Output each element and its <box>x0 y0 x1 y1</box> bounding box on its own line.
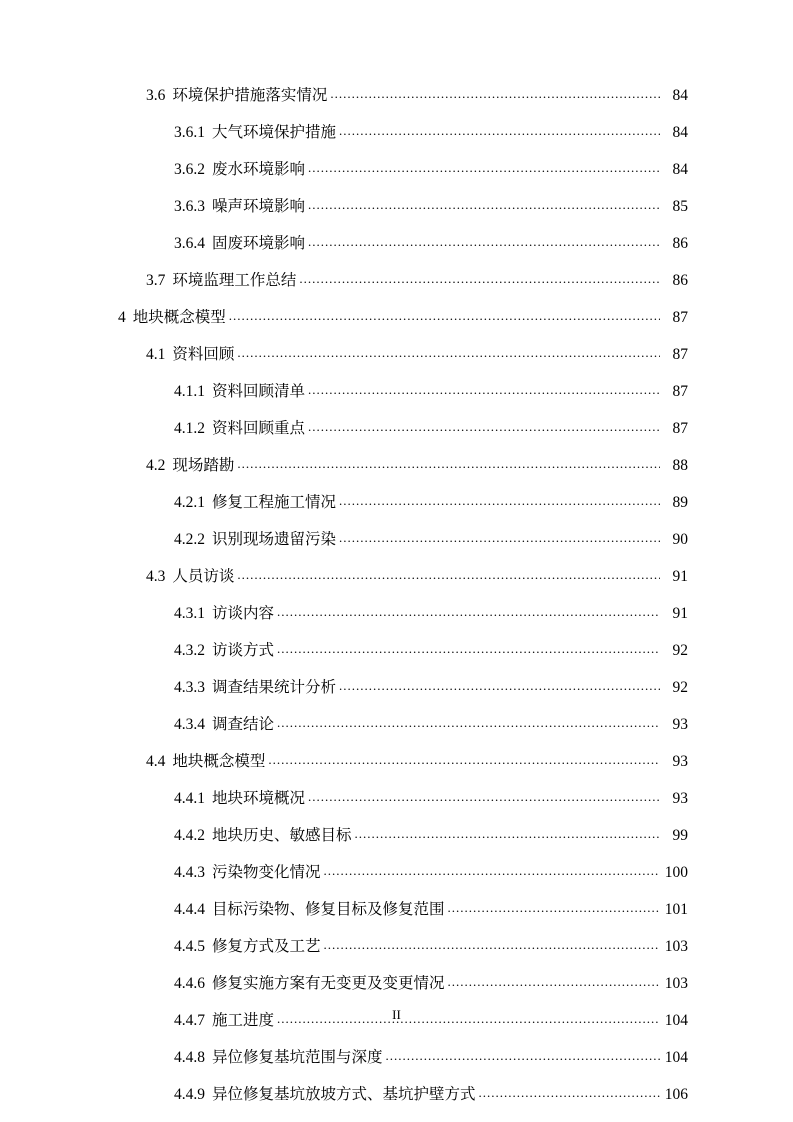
toc-entry-title: 目标污染物、修复目标及修复范围 <box>212 901 445 918</box>
toc-entry-page: 87 <box>672 309 688 326</box>
toc-entry-title: 访谈内容 <box>212 605 275 622</box>
toc-leader-dots <box>299 272 660 285</box>
toc-leader-dots <box>308 161 660 174</box>
toc-entry-title: 现场踏勘 <box>172 457 235 474</box>
toc-entry-page: 92 <box>672 642 688 659</box>
toc-entry-number: 3.6.3 <box>174 198 205 215</box>
toc-entry[interactable] <box>118 162 688 199</box>
toc-entry-number: 4.3.4 <box>174 716 205 733</box>
toc-entry-title: 资料回顾 <box>172 346 235 363</box>
toc-entry-title: 施工进度 <box>212 1012 275 1029</box>
toc-entry-number: 3.7 <box>146 272 166 289</box>
toc-entry[interactable] <box>118 458 688 495</box>
toc-entry-number: 4.3.2 <box>174 642 205 659</box>
toc-entry[interactable] <box>118 310 688 347</box>
toc-entry-number: 4.4.5 <box>174 938 205 955</box>
toc-entry-title: 异位修复基坑范围与深度 <box>212 1049 383 1066</box>
toc-entry-number: 4.3.1 <box>174 605 205 622</box>
toc-entry-page: 106 <box>664 1086 688 1103</box>
toc-entry[interactable] <box>118 754 688 791</box>
toc-leader-dots <box>268 753 660 766</box>
toc-leader-dots <box>308 235 660 248</box>
toc-entry-page: 85 <box>672 198 688 215</box>
toc-entry-page: 91 <box>672 605 688 622</box>
toc-leader-dots <box>237 346 660 359</box>
toc-entry[interactable] <box>118 199 688 236</box>
toc-entry-page: 93 <box>672 753 688 770</box>
toc-entry[interactable] <box>118 606 688 643</box>
toc-leader-dots <box>308 198 660 211</box>
toc-entry[interactable] <box>118 643 688 680</box>
toc-entry[interactable] <box>118 347 688 384</box>
toc-entry[interactable] <box>118 939 688 976</box>
toc-entry-title: 大气环境保护措施 <box>212 124 337 141</box>
toc-entry-title: 环境监理工作总结 <box>172 272 297 289</box>
toc-leader-dots <box>277 605 660 618</box>
toc-entry-title: 固废环境影响 <box>212 235 306 252</box>
toc-entry[interactable] <box>118 384 688 421</box>
toc-leader-dots <box>324 938 660 951</box>
toc-entry[interactable] <box>118 1087 688 1122</box>
toc-entry-number: 4.1.1 <box>174 383 205 400</box>
toc-entry-title: 地块概念模型 <box>172 753 266 770</box>
toc-leader-dots <box>448 975 660 988</box>
toc-leader-dots <box>339 679 660 692</box>
toc-leader-dots <box>308 383 660 396</box>
table-of-contents <box>118 88 688 1122</box>
toc-leader-dots <box>448 901 660 914</box>
toc-entry[interactable] <box>118 273 688 310</box>
toc-entry[interactable] <box>118 569 688 606</box>
toc-leader-dots <box>339 124 660 137</box>
toc-entry-title: 修复实施方案有无变更及变更情况 <box>212 975 445 992</box>
toc-entry-page: 90 <box>672 531 688 548</box>
toc-entry[interactable] <box>118 1050 688 1087</box>
toc-leader-dots <box>277 642 660 655</box>
toc-entry-number: 4.1.2 <box>174 420 205 437</box>
toc-leader-dots <box>330 87 660 100</box>
toc-entry-number: 3.6.2 <box>174 161 205 178</box>
toc-leader-dots <box>308 790 660 803</box>
toc-entry-number: 4.4.3 <box>174 864 205 881</box>
toc-entry-title: 地块环境概况 <box>212 790 306 807</box>
toc-entry-page: 104 <box>664 1012 688 1029</box>
toc-entry[interactable] <box>118 680 688 717</box>
toc-entry-page: 101 <box>664 901 688 918</box>
toc-leader-dots <box>277 716 660 729</box>
toc-entry-number: 4.3 <box>146 568 166 585</box>
toc-entry-title: 修复工程施工情况 <box>212 494 337 511</box>
toc-entry-title: 地块历史、敏感目标 <box>212 827 352 844</box>
toc-entry[interactable] <box>118 717 688 754</box>
toc-entry-page: 99 <box>672 827 688 844</box>
toc-entry[interactable] <box>118 236 688 273</box>
toc-entry[interactable] <box>118 125 688 162</box>
toc-entry-title: 资料回顾清单 <box>212 383 306 400</box>
toc-entry-title: 资料回顾重点 <box>212 420 306 437</box>
page-number: II <box>392 1007 401 1022</box>
toc-leader-dots <box>237 568 660 581</box>
toc-entry[interactable] <box>118 495 688 532</box>
toc-entry-number: 4.4.4 <box>174 901 205 918</box>
toc-leader-dots <box>355 827 660 840</box>
toc-entry[interactable] <box>118 902 688 939</box>
toc-entry-title: 污染物变化情况 <box>212 864 321 881</box>
toc-entry-title: 调查结果统计分析 <box>212 679 337 696</box>
toc-entry-page: 86 <box>672 272 688 289</box>
toc-entry-title: 识别现场遗留污染 <box>212 531 337 548</box>
toc-entry-page: 89 <box>672 494 688 511</box>
toc-entry-page: 84 <box>672 87 688 104</box>
toc-entry-title: 修复方式及工艺 <box>212 938 321 955</box>
toc-leader-dots <box>479 1086 660 1099</box>
toc-entry-page: 84 <box>672 124 688 141</box>
toc-entry-number: 3.6 <box>146 87 166 104</box>
toc-entry-number: 4.4.2 <box>174 827 205 844</box>
toc-entry-number: 4.4.1 <box>174 790 205 807</box>
toc-entry-title: 废水环境影响 <box>212 161 306 178</box>
toc-entry-page: 103 <box>664 975 688 992</box>
toc-entry-page: 103 <box>664 938 688 955</box>
toc-entry-number: 4.4.9 <box>174 1086 205 1103</box>
toc-entry-number: 4.4.7 <box>174 1012 205 1029</box>
toc-entry-number: 4.2.2 <box>174 531 205 548</box>
toc-entry-page: 93 <box>672 790 688 807</box>
toc-entry-number: 3.6.1 <box>174 124 205 141</box>
toc-entry-title: 地块概念模型 <box>132 309 226 326</box>
toc-leader-dots <box>339 494 660 507</box>
toc-leader-dots <box>324 864 660 877</box>
toc-entry[interactable] <box>118 828 688 865</box>
toc-entry-page: 93 <box>672 716 688 733</box>
toc-entry-number: 4.4.8 <box>174 1049 205 1066</box>
toc-entry-page: 87 <box>672 383 688 400</box>
toc-entry-number: 4.2 <box>146 457 166 474</box>
toc-entry-page: 87 <box>672 420 688 437</box>
toc-leader-dots <box>237 457 660 470</box>
toc-entry[interactable] <box>118 421 688 458</box>
toc-entry[interactable] <box>118 865 688 902</box>
toc-entry-page: 84 <box>672 161 688 178</box>
toc-entry-title: 访谈方式 <box>212 642 275 659</box>
toc-entry-number: 4.4 <box>146 753 166 770</box>
toc-entry[interactable] <box>118 532 688 569</box>
toc-entry[interactable] <box>118 88 688 125</box>
toc-entry-title: 调查结论 <box>212 716 275 733</box>
toc-leader-dots <box>308 420 660 433</box>
toc-entry-number: 4.2.1 <box>174 494 205 511</box>
toc-entry-page: 86 <box>672 235 688 252</box>
toc-leader-dots <box>229 309 660 322</box>
toc-entry-number: 3.6.4 <box>174 235 205 252</box>
toc-entry-page: 87 <box>672 346 688 363</box>
toc-entry-title: 异位修复基坑放坡方式、基坑护壁方式 <box>212 1086 476 1103</box>
toc-leader-dots <box>339 531 660 544</box>
toc-entry[interactable] <box>118 791 688 828</box>
toc-entry-page: 100 <box>664 864 688 881</box>
toc-entry-number: 4 <box>118 309 126 326</box>
toc-entry-number: 4.3.3 <box>174 679 205 696</box>
toc-entry-page: 91 <box>672 568 688 585</box>
toc-leader-dots <box>386 1049 660 1062</box>
toc-entry-number: 4.4.6 <box>174 975 205 992</box>
toc-entry-title: 人员访谈 <box>172 568 235 585</box>
toc-entry-title: 环境保护措施落实情况 <box>172 87 328 104</box>
toc-entry-title: 噪声环境影响 <box>212 198 306 215</box>
toc-entry-page: 88 <box>672 457 688 474</box>
toc-entry-number: 4.1 <box>146 346 166 363</box>
toc-entry-page: 92 <box>672 679 688 696</box>
toc-entry-page: 104 <box>664 1049 688 1066</box>
